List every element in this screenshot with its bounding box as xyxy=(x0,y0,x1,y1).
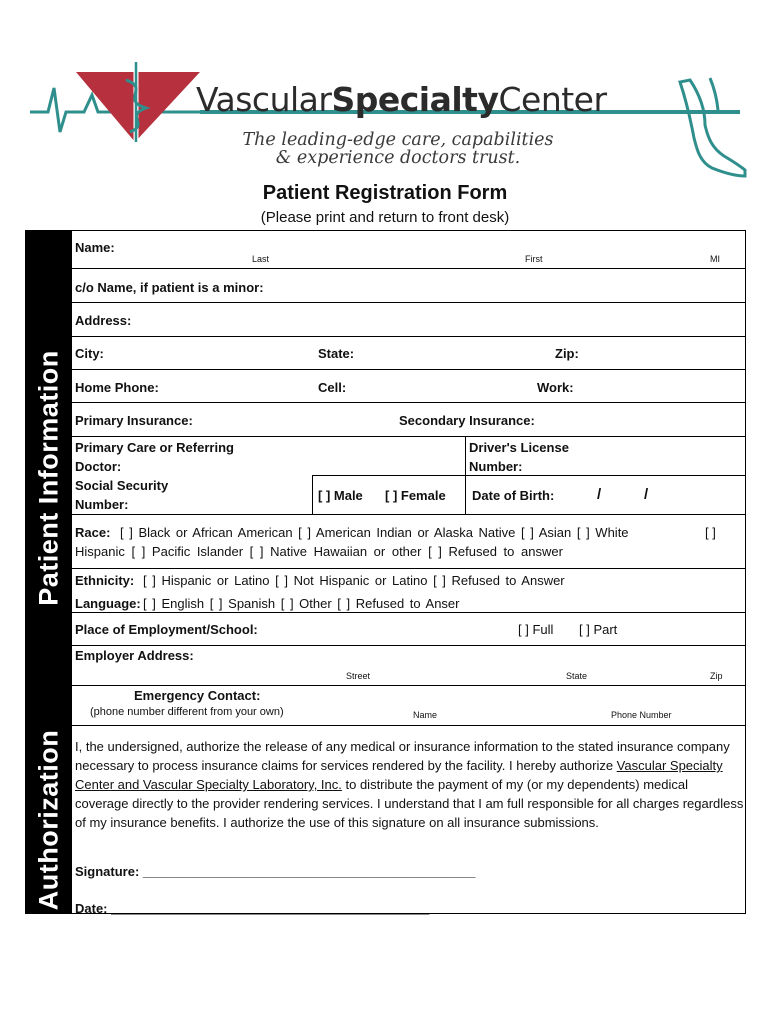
authorization-text-1: I, the undersigned, authorize the release of any medical or insurance information to the stated insurance company necessary to process insurance claims for services rendered by the facility. I hereby authorize xyxy=(75,739,730,773)
female-checkbox[interactable]: [ ] Female xyxy=(385,488,446,503)
zip-label: Zip: xyxy=(555,346,579,361)
row-divider xyxy=(72,612,746,613)
signature-label[interactable]: Signature: ______________________________________________ xyxy=(75,864,476,879)
column-divider xyxy=(312,475,313,514)
full-time-checkbox[interactable]: [ ] Full xyxy=(518,622,554,637)
date-label[interactable]: Date: ____________________________________________ xyxy=(75,901,430,916)
row-divider xyxy=(72,436,746,437)
race-label: Race: xyxy=(75,525,111,540)
race-options-line-2[interactable]: Hispanic [ ] Pacific Islander [ ] Native Hawaiian or other [ ] Refused to answer xyxy=(75,544,563,559)
employer-address-label: Employer Address: xyxy=(75,648,194,663)
section-authorization xyxy=(25,725,72,914)
logo-word-specialty: Specialty xyxy=(331,80,499,119)
row-divider xyxy=(72,725,746,726)
ssn-label: Social Security xyxy=(75,478,169,493)
row-divider xyxy=(72,685,746,686)
zip-hint: Zip xyxy=(710,671,723,681)
language-options[interactable]: [ ] English [ ] Spanish [ ] Other [ ] Refused to Anser xyxy=(143,596,460,611)
column-divider xyxy=(465,436,466,475)
address-label: Address: xyxy=(75,313,132,328)
ethnicity-label: Ethnicity: xyxy=(75,573,135,588)
state-label: State: xyxy=(318,346,355,361)
emergency-contact-label: Emergency Contact: xyxy=(134,688,261,703)
authorization-text xyxy=(75,737,745,832)
form-title: Patient Registration Form xyxy=(262,182,508,204)
race-hispanic-checkbox[interactable]: [ ] xyxy=(705,525,716,540)
emergency-phone-hint: Phone Number xyxy=(611,710,672,720)
row-divider xyxy=(72,302,746,303)
employment-label: Place of Employment/School: xyxy=(75,622,258,637)
co-name-label: c/o Name, if patient is a minor: xyxy=(75,280,264,295)
middle-initial-hint: MI xyxy=(710,254,720,264)
street-hint: Street xyxy=(346,671,371,681)
part-time-checkbox[interactable]: [ ] Part xyxy=(579,622,618,637)
drivers-license-label-2: Number: xyxy=(469,459,523,474)
last-name-hint: Last xyxy=(252,254,270,264)
row-divider xyxy=(72,402,746,403)
section-authorization-label: Authorization xyxy=(33,729,63,910)
race-options-line-1[interactable]: [ ] Black or African American [ ] American Indian or Alaska Native [ ] Asian [ ] White xyxy=(120,525,629,540)
row-divider xyxy=(72,268,746,269)
primary-care-label: Primary Care or Referring xyxy=(75,440,234,455)
cell-label: Cell: xyxy=(318,380,347,395)
logo-word-vascular: Vascular xyxy=(196,80,332,119)
date-line[interactable] xyxy=(75,901,429,916)
emergency-name-hint: Name xyxy=(413,710,438,720)
row-divider xyxy=(72,514,746,515)
primary-insurance-label: Primary Insurance: xyxy=(75,413,193,428)
name-label: Name: xyxy=(75,240,115,255)
form-subtitle: (Please print and return to front desk) xyxy=(260,209,510,226)
logo-word-center: Center xyxy=(498,80,607,119)
row-divider xyxy=(312,475,746,476)
first-name-hint: First xyxy=(525,254,543,264)
dob-separator-1: / xyxy=(597,486,602,503)
ssn-label-2: Number: xyxy=(75,497,129,512)
row-divider xyxy=(72,645,746,646)
drivers-license-label: Driver's License xyxy=(469,440,569,455)
emergency-contact-note: (phone number different from your own) xyxy=(90,706,284,718)
language-label: Language: xyxy=(75,596,141,611)
male-checkbox[interactable]: [ ] Male xyxy=(318,488,363,503)
section-patient-information xyxy=(25,230,72,725)
leg-silhouette-icon xyxy=(680,80,745,176)
ethnicity-options[interactable]: [ ] Hispanic or Latino [ ] Not Hispanic or Latino [ ] Refused to Answer xyxy=(143,573,565,588)
row-divider xyxy=(72,369,746,370)
row-divider xyxy=(72,336,746,337)
authorization-company-name: Vascular Specialty Center and Vascular Specialty Laboratory, Inc. xyxy=(75,758,723,792)
home-phone-label: Home Phone: xyxy=(75,380,159,395)
logo-wordmark xyxy=(196,80,607,119)
section-patient-information-label: Patient Information xyxy=(33,349,63,606)
logo-tagline-1: The leading-edge care, capabilities xyxy=(242,130,554,150)
secondary-insurance-label: Secondary Insurance: xyxy=(399,413,535,428)
authorization-text-2: to distribute the payment of my (or my dependents) medical coverage directly to the provider rendering services. I understand that I am full responsible for all charges regardless of my insurance benefits. I authorize the use of this signature on all insurance submissions. xyxy=(75,777,744,830)
date-of-birth-label: Date of Birth: xyxy=(472,488,555,503)
primary-care-label-2: Doctor: xyxy=(75,459,122,474)
row-divider xyxy=(72,568,746,569)
city-label: City: xyxy=(75,346,104,361)
dob-separator-2: / xyxy=(644,486,649,503)
logo xyxy=(0,0,770,180)
column-divider xyxy=(465,475,466,514)
state-hint: State xyxy=(566,671,588,681)
work-phone-label: Work: xyxy=(537,380,574,395)
logo-tagline-2: & experience doctors trust. xyxy=(275,148,521,168)
signature-line[interactable] xyxy=(75,864,475,879)
